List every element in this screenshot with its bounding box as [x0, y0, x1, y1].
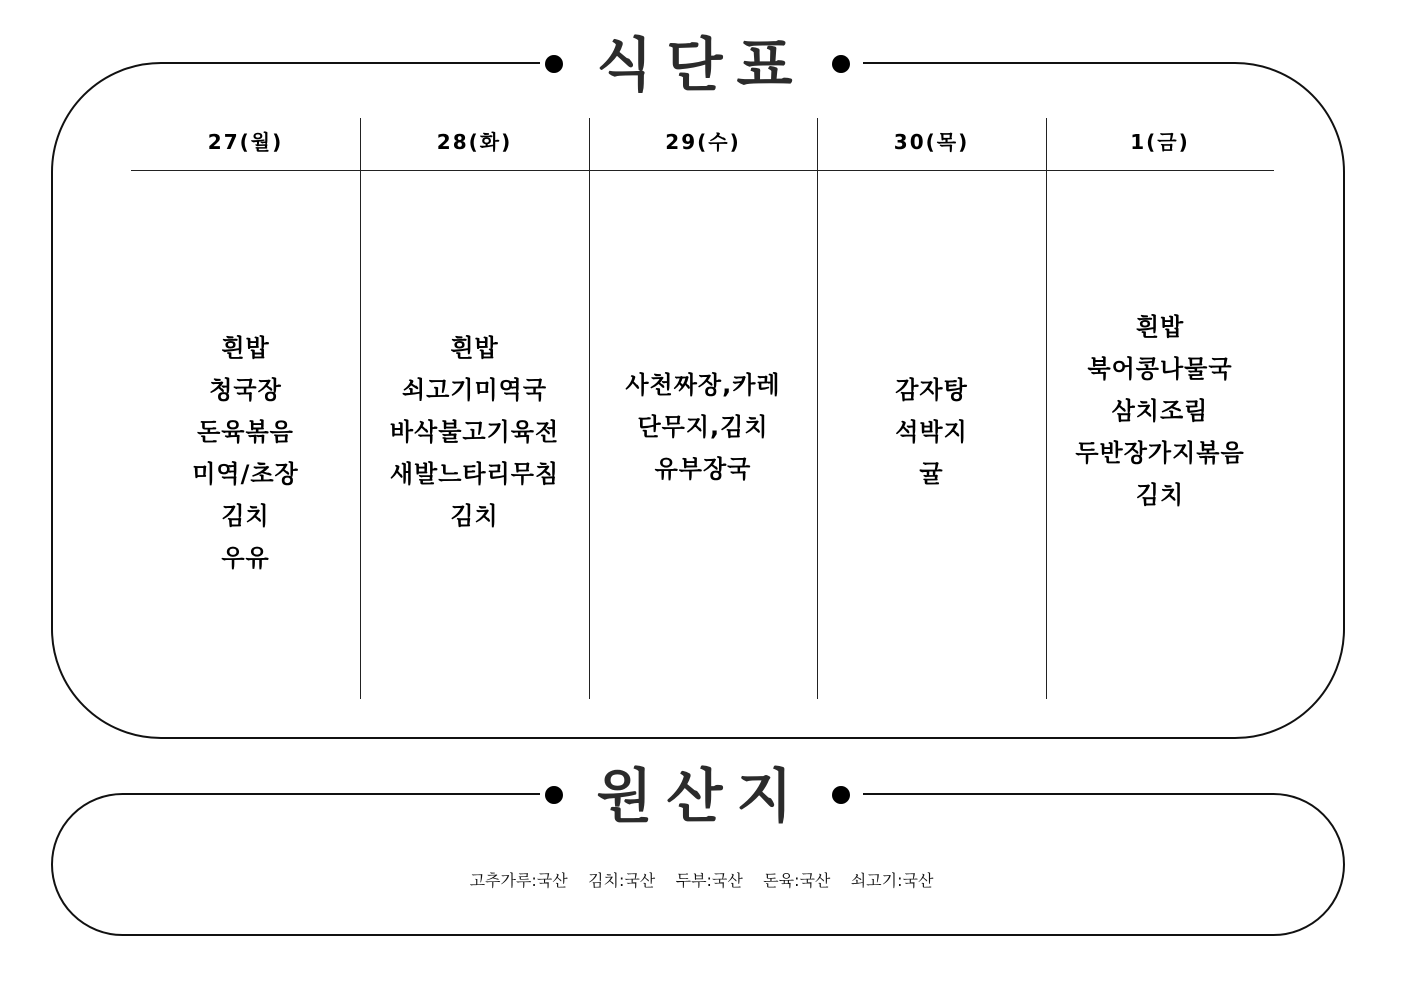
meal-list — [589, 364, 817, 490]
meal-item: 김치 — [450, 502, 499, 530]
meal-item: 감자탕 — [895, 376, 968, 404]
meal-item: 김치 — [1135, 481, 1185, 509]
meal-item: 흰밥 — [221, 334, 270, 362]
meal-item: 두반장가지볶음 — [1075, 439, 1245, 467]
meal-item: 유부장국 — [654, 455, 752, 483]
meal-item: 돈육볶음 — [197, 418, 294, 446]
day-column-monday — [131, 118, 360, 699]
day-column-tuesday — [360, 118, 589, 699]
meal-list — [360, 327, 589, 537]
meal-item: 청국장 — [209, 376, 282, 404]
meal-list — [817, 369, 1046, 495]
origin-title: 원산지 — [596, 762, 807, 830]
meal-item: 우유 — [221, 544, 270, 572]
day-column-wednesday — [589, 118, 817, 699]
menu-title-bar — [0, 24, 1403, 104]
title-right-dot — [832, 55, 850, 73]
meal-item: 흰밥 — [1135, 313, 1185, 341]
day-header: 30(목) — [893, 130, 970, 154]
day-header: 28(화) — [436, 130, 513, 154]
meal-list — [131, 327, 360, 579]
meal-item: 사천짜장,카레 — [625, 371, 781, 399]
day-column-thursday — [817, 118, 1046, 699]
menu-table — [131, 118, 1274, 699]
day-header: 29(수) — [665, 130, 741, 154]
meal-item: 새발느타리무침 — [389, 460, 560, 488]
menu-title: 식단표 — [596, 31, 807, 99]
meal-item: 바삭불고기육전 — [389, 418, 560, 446]
meal-list — [1046, 306, 1274, 516]
meal-item: 단무지,김치 — [637, 413, 769, 441]
day-header: 27(월) — [207, 130, 284, 154]
meal-item: 귤 — [919, 460, 944, 488]
origin-title-bar — [0, 755, 1403, 835]
meal-item: 미역/초장 — [192, 460, 299, 488]
meal-item: 김치 — [221, 502, 270, 530]
day-header: 1(금) — [1130, 130, 1190, 154]
meal-item: 흰밥 — [450, 334, 499, 362]
meal-item: 석박지 — [895, 418, 968, 446]
day-column-friday — [1046, 118, 1274, 699]
meal-item: 쇠고기미역국 — [401, 376, 548, 404]
title-left-dot — [545, 55, 563, 73]
meal-item: 북어콩나물국 — [1087, 355, 1233, 383]
meal-item: 삼치조림 — [1111, 397, 1209, 425]
title-left-dot — [545, 786, 563, 804]
title-right-dot — [832, 786, 850, 804]
origin-info: 고추가루:국산 김치:국산 두부:국산 돈육:국산 쇠고기:국산 — [469, 871, 934, 890]
